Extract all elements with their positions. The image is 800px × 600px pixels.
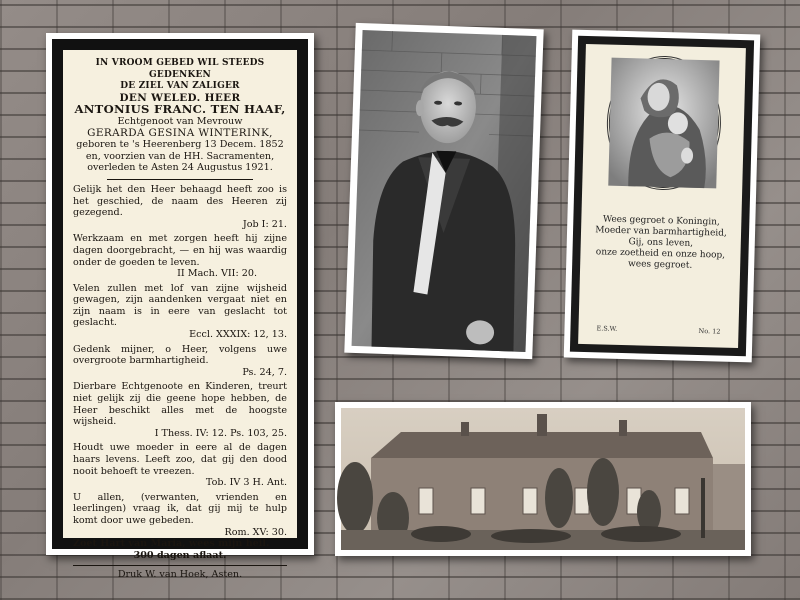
prayer-card — [564, 30, 761, 363]
prayer-text — [580, 214, 741, 273]
divider-bottom — [73, 565, 287, 566]
indulgence: 300 dagen aflaat. — [133, 549, 227, 561]
prayer-line-1: Wees gegroet o Koningin, — [602, 214, 720, 228]
verse-2: Werkzaam en met zorgen heeft hij zijne dagen doorgebracht, — en hij was waardig onder de goeden te leven. — [73, 233, 287, 268]
building-photo — [335, 402, 751, 556]
heading-line-1: IN VROOM GEBED WIL STEEDS GEDENKEN — [95, 58, 265, 80]
prayer-card-footer — [596, 324, 720, 335]
madonna-and-child-image — [605, 55, 722, 192]
prayer-line-5: wees gegroet. — [627, 259, 693, 271]
spouse-line: Echtgenoot van Mevrouw — [117, 115, 243, 127]
deceased-name: ANTONIUS FRANC. TEN HAAF, — [74, 102, 286, 117]
card-number: No. 12 — [698, 327, 721, 336]
verse-7: U allen, (verwanten, vrienden en leerlingen) vraag ik, dat gij mij te hulp komt door uwe gebeden. — [73, 491, 287, 526]
portrait-photo — [344, 23, 543, 359]
closing-prayer: Zoet Hart van Maria, wees mijn heil. — [73, 538, 270, 550]
verse-3-ref: Eccl. XXXIX: 12, 13. — [189, 329, 287, 341]
verse-5: Dierbare Echtgenoote en Kinderen, treurt niet gelijk zij die geene hope hebben, de Heer beschikt alles met de hoogste wijsheid. — [73, 381, 287, 428]
publisher-mark: E.S.W. — [596, 324, 618, 333]
heading-line-2: DE ZIEL VAN ZALIGER — [120, 81, 240, 92]
prayer-card-border — [570, 36, 754, 356]
printer-credit: Druk W. van Hoek, Asten. — [117, 569, 243, 581]
verse-3: Velen zullen met lof van zijne wijsheid gewagen, zijn aandenken vergaat niet en zijn naam is in eere van geslacht tot geslacht. — [73, 282, 287, 329]
verse-4: Gedenk mijner, o Heer, volgens uwe overgroote barmhartigheid. — [73, 343, 287, 367]
building-image — [341, 408, 745, 550]
spouse-name: GERARDA GESINA WINTERINK, — [87, 126, 273, 139]
memorial-card — [46, 33, 314, 581]
memorial-card-border — [52, 39, 308, 581]
prayer-line-2: Moeder van barmhartigheid, — [595, 225, 727, 239]
verse-6: Houdt uwe moeder in eere al de dagen haars levens. Leeft zoo, dat gij den dood nooit behoeft te vreezen. — [73, 442, 287, 477]
verse-4-ref: Ps. 24, 7. — [242, 366, 287, 378]
verse-2-ref: II Mach. VII: 20. — [177, 268, 257, 280]
divider — [107, 179, 253, 180]
prayer-line-3: Gij, ons leven, — [628, 237, 694, 249]
bio-line-2: en, voorzien van de HH. Sacramenten, — [85, 150, 275, 162]
portrait-image — [352, 30, 537, 352]
heading-line-3: DEN WELED. HEER — [119, 91, 241, 104]
prayer-card-paper — [578, 44, 746, 348]
prayer-line-4: onze zoetheid en onze hoop, — [595, 247, 726, 261]
verse-1-ref: Job I: 21. — [242, 218, 287, 230]
bio-line-3: overleden te Asten 24 Augustus 1921. — [87, 162, 273, 174]
memorial-card-paper — [63, 50, 297, 581]
verse-5-ref: I Thess. IV: 12. Ps. 103, 25. — [154, 427, 287, 439]
bio-line-1: geboren te 's Heerenberg 13 Decem. 1852 — [76, 139, 284, 151]
verse-1: Gelijk het den Heer behaagd heeft zoo is het geschied, de naam des Heeren zij gezegend. — [73, 183, 287, 219]
verse-6-ref: Tob. IV 3 H. Ant. — [205, 477, 287, 489]
verse-7-ref: Rom. XV: 30. — [224, 526, 287, 538]
